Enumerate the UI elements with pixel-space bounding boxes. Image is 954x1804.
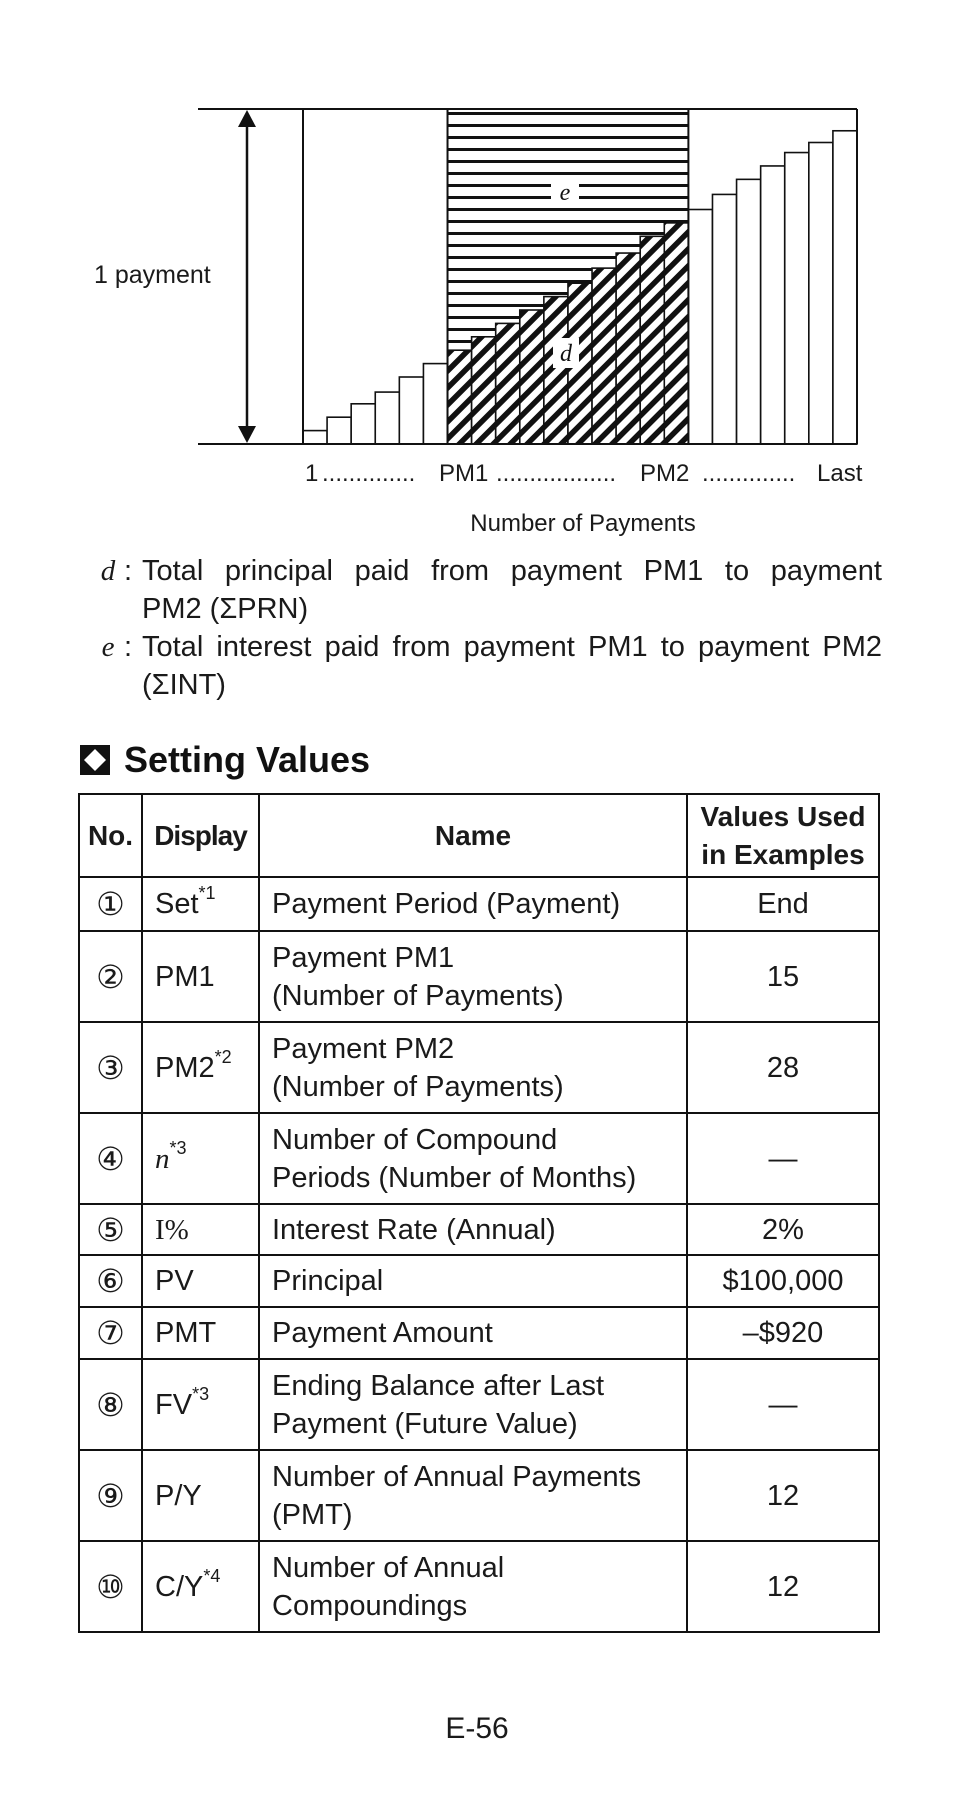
row-value: — bbox=[687, 1113, 879, 1204]
table-row bbox=[79, 1541, 879, 1632]
footnote-marker: *3 bbox=[169, 1137, 187, 1158]
table-body bbox=[79, 877, 879, 1632]
table-row bbox=[79, 1307, 879, 1359]
x-axis-label: Number of Payments bbox=[470, 510, 696, 537]
row-display bbox=[142, 931, 259, 1022]
row-display bbox=[142, 877, 259, 931]
section-marker-icon bbox=[80, 745, 110, 775]
principal-bar bbox=[303, 431, 327, 444]
row-display bbox=[142, 1359, 259, 1450]
row-name: Payment Period (Payment) bbox=[259, 877, 687, 931]
row-value: 12 bbox=[687, 1541, 879, 1632]
arrow-down-icon bbox=[238, 426, 256, 443]
row-name: Payment PM1 (Number of Payments) bbox=[259, 931, 687, 1022]
table-row bbox=[79, 1450, 879, 1541]
row-value: 28 bbox=[687, 1022, 879, 1113]
principal-bar-hatched bbox=[544, 297, 568, 444]
row-number: ⑦ bbox=[79, 1307, 142, 1359]
display-symbol: PV bbox=[155, 1265, 194, 1297]
principal-bar bbox=[737, 179, 761, 444]
row-number: ③ bbox=[79, 1022, 142, 1113]
principal-bar-hatched bbox=[520, 310, 544, 444]
arrow-up-icon bbox=[238, 110, 256, 127]
footnote-marker: *2 bbox=[214, 1046, 232, 1067]
payment-bars bbox=[303, 109, 857, 444]
principal-bar bbox=[327, 417, 351, 444]
setting-values-table bbox=[78, 793, 880, 1633]
legend-item-d bbox=[92, 552, 882, 628]
principal-bar bbox=[688, 210, 712, 445]
tick-last: Last bbox=[817, 460, 863, 487]
row-name: Payment PM2 (Number of Payments) bbox=[259, 1022, 687, 1113]
row-display bbox=[142, 1450, 259, 1541]
legend-colon: : bbox=[124, 631, 133, 663]
principal-bar-hatched bbox=[664, 223, 688, 444]
row-number: ⑩ bbox=[79, 1541, 142, 1632]
header-values-line1: Values Used bbox=[700, 800, 866, 832]
display-symbol: PMT bbox=[155, 1317, 217, 1349]
row-name: Number of Annual Compoundings bbox=[259, 1541, 687, 1632]
footnote-marker: *4 bbox=[203, 1565, 221, 1586]
row-value: — bbox=[687, 1359, 879, 1450]
principal-bar-hatched bbox=[496, 323, 520, 444]
row-name: Ending Balance after Last Payment (Future Value) bbox=[259, 1359, 687, 1450]
principal-bar bbox=[833, 131, 857, 444]
row-display bbox=[142, 1022, 259, 1113]
principal-bar-hatched bbox=[640, 236, 664, 444]
tick-dots-3: .............. bbox=[702, 460, 796, 487]
legend-symbol-d: d bbox=[100, 555, 116, 587]
section-title: Setting Values bbox=[124, 739, 371, 780]
e-region-label: e bbox=[559, 180, 571, 206]
row-value: –$920 bbox=[687, 1307, 879, 1359]
row-value: 2% bbox=[687, 1204, 879, 1255]
principal-bar bbox=[375, 392, 399, 444]
row-name: Principal bbox=[259, 1255, 687, 1307]
header-no: No. bbox=[79, 794, 142, 877]
row-name: Number of Annual Payments (PMT) bbox=[259, 1450, 687, 1541]
display-symbol: I% bbox=[155, 1213, 189, 1246]
row-value: 15 bbox=[687, 931, 879, 1022]
table-header-row bbox=[79, 794, 879, 877]
principal-bar bbox=[423, 364, 447, 444]
row-display bbox=[142, 1113, 259, 1204]
principal-bar bbox=[351, 404, 375, 444]
display-symbol: PM2 bbox=[155, 1051, 215, 1084]
row-number: ⑤ bbox=[79, 1204, 142, 1255]
principal-bar-hatched bbox=[472, 337, 496, 444]
display-symbol: P/Y bbox=[155, 1479, 202, 1512]
table-row bbox=[79, 1359, 879, 1450]
section-heading bbox=[80, 738, 370, 782]
d-region-label: d bbox=[560, 341, 572, 367]
y-axis-label: 1 payment bbox=[94, 261, 211, 289]
legend-text-e: Total interest paid from payment PM1 to payment PM2 bbox=[142, 631, 882, 663]
principal-bar-hatched bbox=[592, 268, 616, 444]
x-axis-ticks bbox=[305, 460, 863, 487]
row-value: 12 bbox=[687, 1450, 879, 1541]
row-display bbox=[142, 1307, 259, 1359]
principal-bar-hatched bbox=[616, 253, 640, 444]
footnote-marker: *3 bbox=[192, 1383, 210, 1404]
row-display bbox=[142, 1204, 259, 1255]
legend-item-e bbox=[92, 628, 882, 704]
row-value: $100,000 bbox=[687, 1255, 879, 1307]
row-number: ⑧ bbox=[79, 1359, 142, 1450]
row-number: ⑨ bbox=[79, 1450, 142, 1541]
tick-dots-2: .................. bbox=[496, 460, 617, 487]
table-row bbox=[79, 1022, 879, 1113]
display-symbol: Set bbox=[155, 888, 199, 920]
row-number: ⑥ bbox=[79, 1255, 142, 1307]
principal-bar-hatched bbox=[448, 350, 472, 444]
row-display bbox=[142, 1255, 259, 1307]
table-row bbox=[79, 1204, 879, 1255]
row-number: ② bbox=[79, 931, 142, 1022]
legend-text-d: Total principal paid from payment PM1 to payment bbox=[142, 555, 882, 587]
header-values-line2: in Examples bbox=[701, 838, 865, 870]
display-symbol: C/Y bbox=[155, 1570, 204, 1603]
principal-bar bbox=[809, 143, 833, 445]
page-number: E-56 bbox=[445, 1712, 509, 1745]
header-display: Display bbox=[142, 794, 259, 877]
principal-bar bbox=[761, 166, 785, 444]
table-row bbox=[79, 1255, 879, 1307]
legend-colon: : bbox=[124, 555, 133, 587]
row-name: Number of Compound Periods (Number of Months) bbox=[259, 1113, 687, 1204]
display-symbol: PM1 bbox=[155, 960, 215, 993]
tick-dots-1: .............. bbox=[322, 460, 416, 487]
table-row bbox=[79, 877, 879, 931]
legend-text-e-line2: (ΣINT) bbox=[142, 669, 226, 701]
table-row bbox=[79, 1113, 879, 1204]
display-symbol: FV bbox=[155, 1388, 193, 1421]
row-number: ④ bbox=[79, 1113, 142, 1204]
principal-bar bbox=[785, 153, 809, 444]
footnote-marker: *1 bbox=[198, 883, 216, 903]
tick-pm1: PM1 bbox=[439, 460, 489, 487]
legend-symbol-e: e bbox=[101, 631, 115, 663]
tick-first: 1 bbox=[305, 460, 319, 487]
legend-text-d-line2: PM2 (ΣPRN) bbox=[142, 593, 309, 625]
principal-bar bbox=[712, 194, 736, 444]
principal-bar bbox=[399, 377, 423, 444]
display-symbol: n bbox=[155, 1142, 170, 1175]
table-row bbox=[79, 931, 879, 1022]
row-name: Payment Amount bbox=[259, 1307, 687, 1359]
header-name: Name bbox=[259, 794, 687, 877]
tick-pm2: PM2 bbox=[640, 460, 690, 487]
amortization-diagram bbox=[0, 0, 954, 560]
header-values bbox=[687, 794, 879, 877]
row-number: ① bbox=[79, 877, 142, 931]
row-display bbox=[142, 1541, 259, 1632]
row-name: Interest Rate (Annual) bbox=[259, 1204, 687, 1255]
row-value: End bbox=[687, 877, 879, 931]
